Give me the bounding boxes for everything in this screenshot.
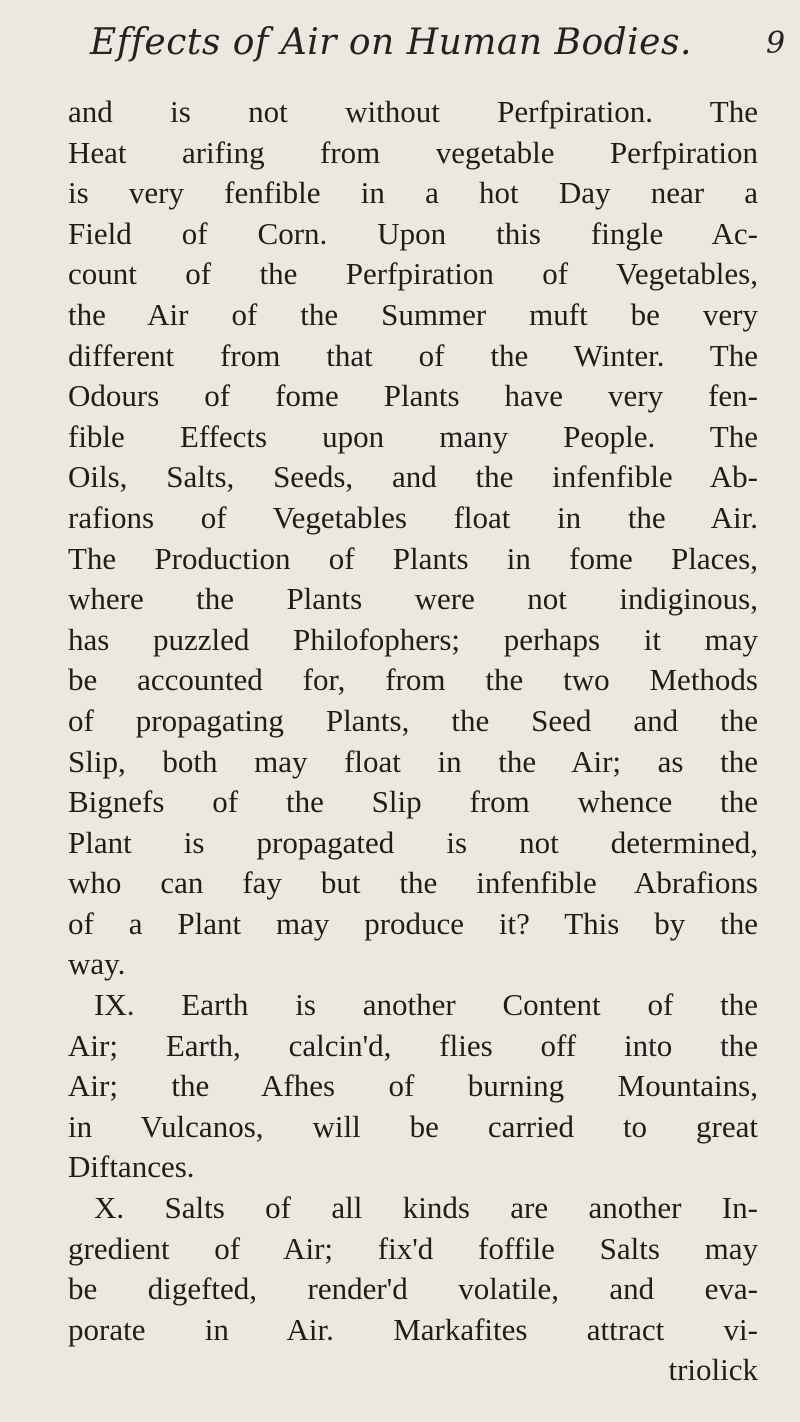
text-line: rafions of Vegetables float in the Air. [68,499,758,535]
body-text [68,92,758,1391]
text-line: Slip, both may float in the Air; as the [68,743,758,779]
text-line: Diftances. [68,1149,195,1185]
text-line: count of the Perfpiration of Vegetables, [68,256,758,292]
text-line: Bignefs of the Slip from whence the [68,784,758,820]
text-line: gredient of Air; fix'd foffile Salts may [68,1230,758,1266]
text-line: different from that of the Winter. The [68,337,758,373]
text-line: Air; the Afhes of burning Mountains, [68,1068,758,1104]
text-line: be digefted, render'd volatile, and eva- [68,1271,758,1307]
text-line: IX. Earth is another Content of the [94,987,758,1023]
text-line: is very fenfible in a hot Day near a [68,175,758,211]
text-line: Air; Earth, calcin'd, flies off into the [68,1027,758,1063]
text-line: Odours of fome Plants have very fen- [68,378,758,414]
text-line: way. [68,946,126,982]
text-line: in Vulcanos, will be carried to great [68,1108,758,1144]
page-number: 9 [766,26,786,61]
text-line: where the Plants were not indiginous, [68,581,758,617]
catchword: triolick [668,1352,758,1388]
running-title: Effects of Air on Human Bodies. [90,22,692,63]
text-line: has puzzled Philofophers; perhaps it may [68,621,758,657]
text-line: Heat arifing from vegetable Perfpiration [68,134,758,170]
text-line: Field of Corn. Upon this fingle Ac- [68,215,758,251]
text-line: Plant is propagated is not determined, [68,824,758,860]
text-line: who can fay but the infenfible Abrafions [68,865,758,901]
text-line: the Air of the Summer muft be very [68,296,758,332]
text-line: Oils, Salts, Seeds, and the infenfible Ab- [68,459,758,495]
text-line: and is not without Perfpiration. The [68,94,758,129]
text-line: be accounted for, from the two Methods [68,662,758,698]
text-line: fible Effects upon many People. The [68,418,758,454]
text-line: of propagating Plants, the Seed and the [68,702,758,738]
text-line: X. Salts of all kinds are another In- [94,1190,758,1226]
text-line: The Production of Plants in fome Places, [68,540,758,576]
text-line: porate in Air. Markafites attract vi- [68,1311,758,1347]
text-line: of a Plant may produce it? This by the [68,905,758,941]
